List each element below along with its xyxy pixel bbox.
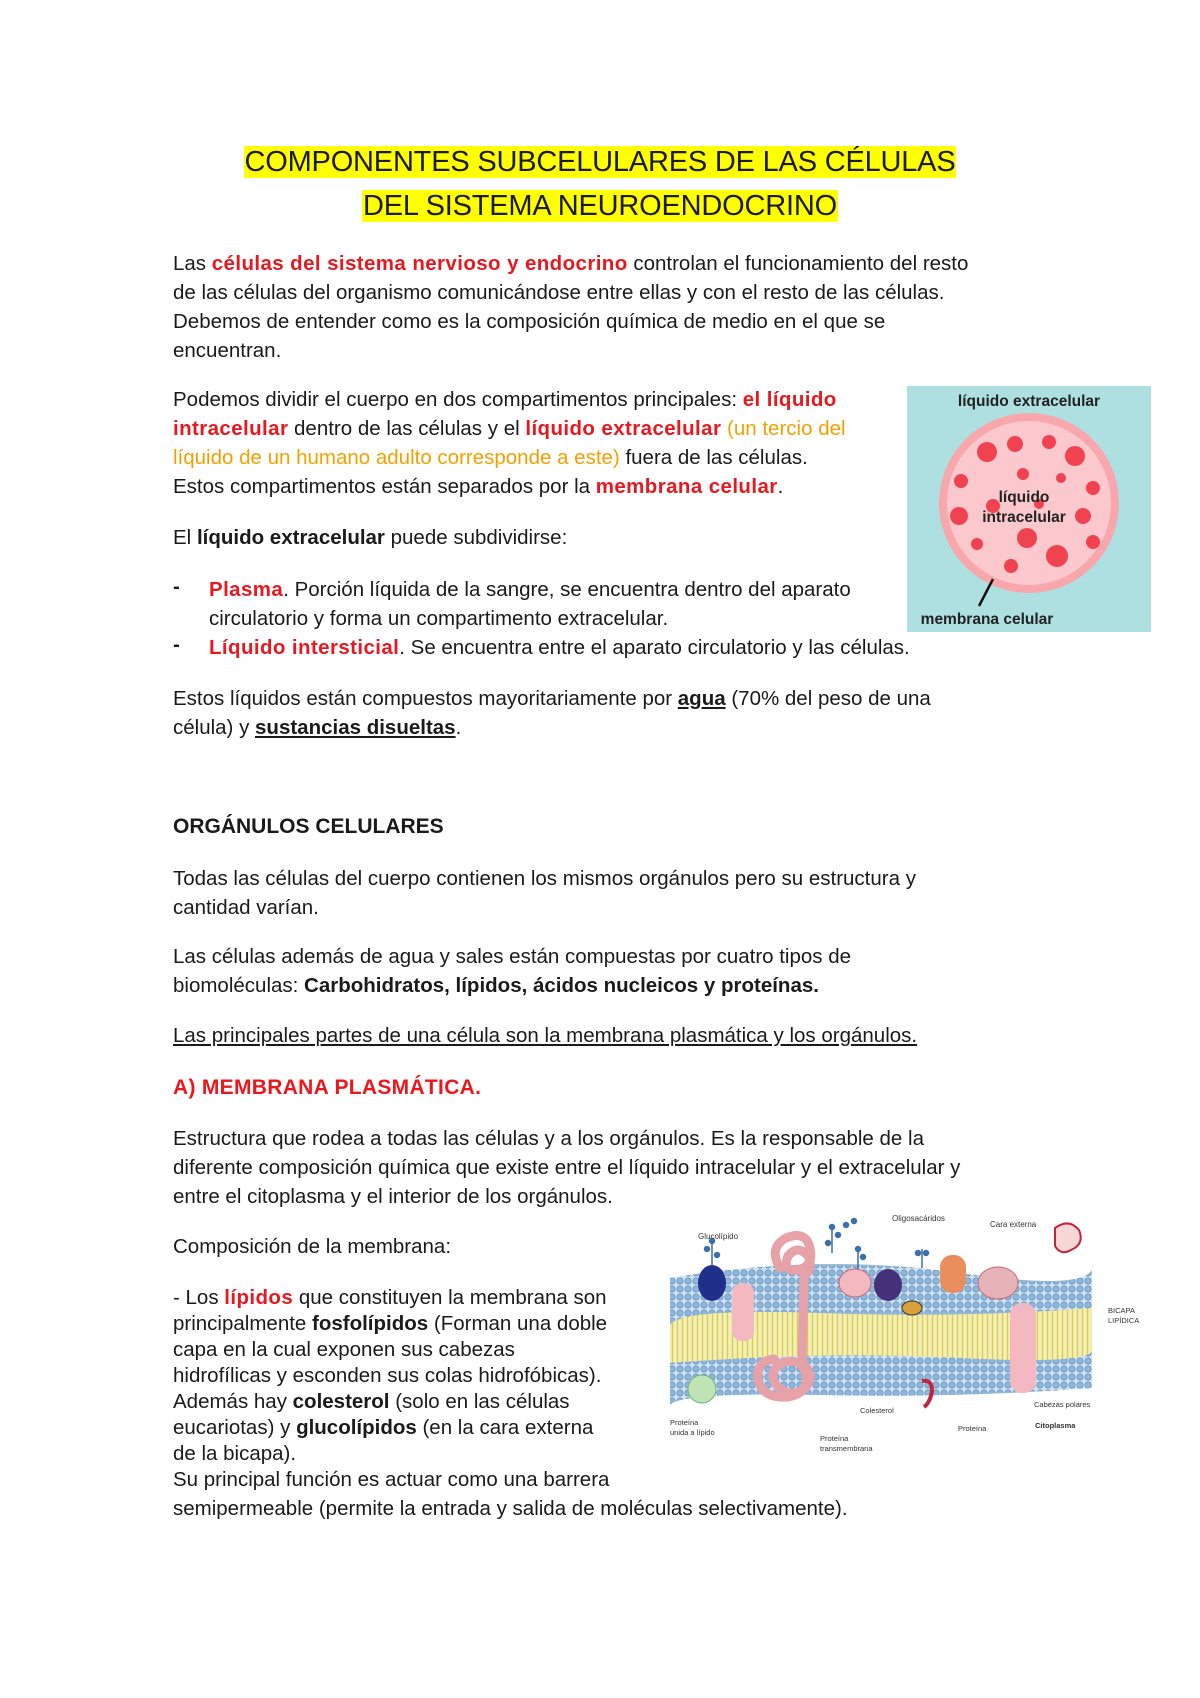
extracellular-subdivision: El líquido extracelular puede subdividirse: <box>173 526 568 549</box>
red-protein-top <box>1055 1223 1081 1252</box>
water-line-2: célula) y sustancias disueltas. <box>173 716 462 739</box>
lipids-line-9: semipermeable (permite la entrada y salida de moléculas selectivamente). <box>173 1497 848 1520</box>
organelles-p3: Las principales partes de una célula son la membrana plasmática y los orgánulos. <box>173 1024 918 1047</box>
bullet-plasma: Plasma. Porción líquida de la sangre, se encuentra dentro del aparato <box>209 578 851 601</box>
bullet-dash-2: - <box>173 633 180 656</box>
cell-compartments-figure <box>907 386 1151 632</box>
lipids-line-8: Su principal función es actuar como una barrera <box>173 1468 610 1491</box>
label-cholesterol: Colesterol <box>860 1406 894 1415</box>
organelles-p2-line-1: Las células además de agua y sales están compuestas por cuatro tipos de <box>173 945 852 968</box>
membrane-p1-line-2: diferente composición química que existe entre el líquido intracelular y el extracelular y <box>173 1156 961 1179</box>
label-oligosaccharides: Oligosacáridos <box>892 1214 945 1223</box>
lipids-line-5: Además hay colesterol (solo en las células <box>173 1390 570 1413</box>
label-extracellular: líquido extracelular <box>957 393 1101 410</box>
membrane-p1-line-1: Estructura que rodea a todas las células y a los orgánulos. Es la responsable de la <box>173 1127 924 1150</box>
water-line-1: Estos líquidos están compuestos mayoritariamente por agua (70% del peso de una <box>173 687 931 710</box>
pink-blob <box>839 1269 871 1297</box>
label-lipid-protein-2: unida a lípido <box>670 1428 715 1437</box>
transmembrane-protein-right <box>1010 1303 1036 1393</box>
label-bilayer-1: BICAPA <box>1108 1306 1135 1315</box>
lipid-anchored-protein <box>688 1375 716 1403</box>
membrane-heading: A) MEMBRANA PLASMÁTICA. <box>173 1076 482 1099</box>
oligosaccharide-chains <box>705 1219 929 1270</box>
compartments-line-3: líquido de un humano adulto corresponde a este) fuera de las células. <box>173 446 808 469</box>
intro-paragraph-line-1: Las células del sistema nervioso y endocrino controlan el funcionamiento del resto <box>173 252 969 275</box>
plasma-membrane-figure <box>660 1213 1142 1468</box>
label-transmembrane-1: Proteína <box>820 1434 849 1443</box>
blue-protein-1 <box>698 1265 726 1301</box>
lipids-line-1: - Los lípidos que constituyen la membrana son <box>173 1286 607 1309</box>
organelles-p1-line-1: Todas las células del cuerpo contienen los mismos orgánulos pero su estructura y <box>173 867 916 890</box>
label-membrane: membrana celular <box>920 611 1054 628</box>
pink-protein-2 <box>978 1267 1018 1299</box>
label-bilayer-2: LIPÍDICA <box>1108 1316 1140 1325</box>
orange-protein <box>940 1255 966 1293</box>
bullet-dash-1: - <box>173 575 180 598</box>
compartments-line-2: intracelular dentro de las células y el líquido extracelular (un tercio del <box>173 417 846 440</box>
intro-paragraph-line-4: encuentran. <box>173 339 282 362</box>
membrane-composition: Composición de la membrana: <box>173 1235 452 1258</box>
lipids-line-6: eucariotas) y glucolípidos (en la cara externa <box>173 1416 594 1439</box>
membrane-p1-line-3: entre el citoplasma y el interior de los orgánulos. <box>173 1185 613 1208</box>
organelles-heading: ORGÁNULOS CELULARES <box>173 815 444 838</box>
label-intracellular-2: intracelular <box>982 509 1066 526</box>
label-outer-face: Cara externa <box>990 1220 1037 1229</box>
lipids-line-7: de la bicapa). <box>173 1442 297 1465</box>
lipids-line-3: capa en la cual exponen sus cabezas <box>173 1338 515 1361</box>
organelles-p2-line-2: biomoléculas: Carbohidratos, lípidos, ácidos nucleicos y proteínas. <box>173 974 819 997</box>
label-transmembrane-2: transmembrana <box>820 1444 873 1453</box>
lipids-line-2: principalmente fosfolípidos (Forman una doble <box>173 1312 608 1335</box>
label-lipid-protein-1: Proteína <box>670 1418 699 1427</box>
compartments-line-1: Podemos dividir el cuerpo en dos compartimentos principales: el líquido <box>173 388 837 411</box>
intro-paragraph-line-3: Debemos de entender como es la composición química de medio en el que se <box>173 310 886 333</box>
purple-protein <box>874 1269 902 1301</box>
intro-paragraph-line-2: de las células del organismo comunicándose entre ellas y con el resto de las células. <box>173 281 945 304</box>
label-intracellular-1: líquido <box>998 489 1050 506</box>
pink-protein-1 <box>732 1283 754 1341</box>
compartments-line-4: Estos compartimentos están separados por la membrana celular. <box>173 475 784 498</box>
bullet-plasma-line-2: circulatorio y forma un compartimento extracelular. <box>209 607 669 630</box>
lipids-line-4: hidrofílicas y esconden sus colas hidrofóbicas). <box>173 1364 602 1387</box>
title-line-1: COMPONENTES SUBCELULARES DE LAS CÉLULAS <box>244 146 956 178</box>
label-glycolipid: Glucolípido <box>698 1232 739 1241</box>
cholesterol-molecule <box>902 1301 922 1315</box>
label-protein: Proteína <box>958 1424 987 1433</box>
bullet-intersticial: Líquido intersticial. Se encuentra entre el aparato circulatorio y las células. <box>209 636 910 659</box>
organelles-p1-line-2: cantidad varían. <box>173 896 319 919</box>
title-line-2: DEL SISTEMA NEUROENDOCRINO <box>363 190 837 222</box>
label-polar-heads: Cabezas polares <box>1034 1400 1091 1409</box>
label-cytoplasm: Citoplasma <box>1035 1421 1076 1430</box>
